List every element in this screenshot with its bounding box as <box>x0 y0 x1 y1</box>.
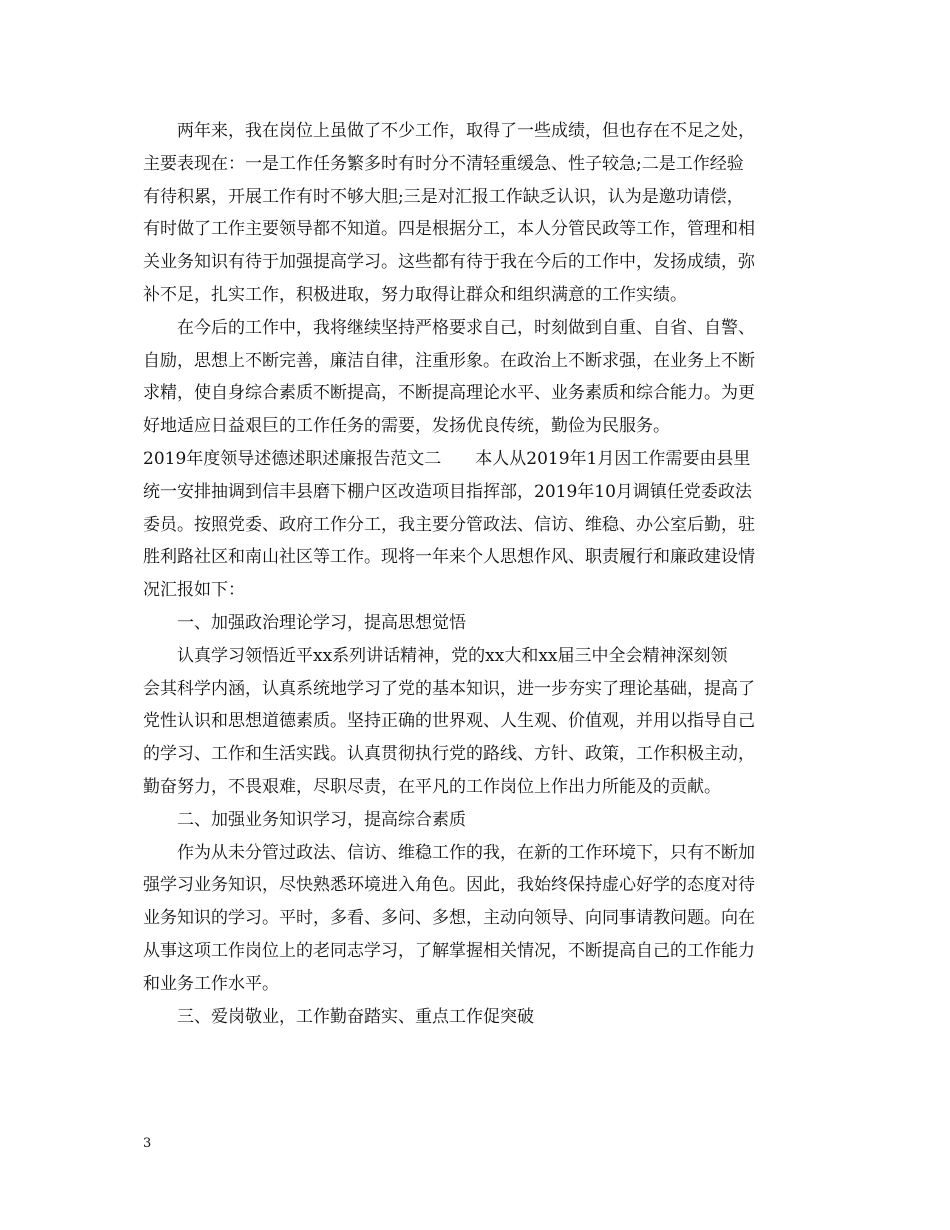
page-number: 3 <box>143 1136 152 1151</box>
paragraph-line: 勤奋努力，不畏艰难，尽职尽责，在平凡的工作岗位上作出力所能及的贡献。 <box>143 776 721 797</box>
paragraph-line: 认真学习领悟近平xx系列讲话精神，党的xx大和xx届三中全会精神深刻领 <box>177 645 728 666</box>
section-heading: 一、加强政治理论学习，提高思想觉悟 <box>177 612 466 633</box>
paragraph-line: 求精，使自身综合素质不断提高，不断提高理论水平、业务素质和综合能力。为更 <box>143 383 755 404</box>
paragraph-line: 和业务工作水平。 <box>143 973 279 994</box>
paragraph-line: 党性认识和思想道德素质。坚持正确的世界观、人生观、价值观，并用以指导自己 <box>143 711 755 732</box>
paragraph-line: 胜利路社区和南山社区等工作。现将一年来个人思想作风、职责履行和廉政建设情 <box>143 547 755 568</box>
section-heading: 三、爱岗敬业，工作勤奋踏实、重点工作促突破 <box>177 1006 534 1027</box>
paragraph-line: 自励，思想上不断完善，廉洁自律，注重形象。在政治上不断求强，在业务上不断 <box>143 350 755 371</box>
paragraph-line: 好地适应日益艰巨的工作任务的需要，发扬优良传统，勤俭为民服务。 <box>143 416 670 437</box>
document-body <box>143 115 805 1033</box>
paragraph-line: 统一安排抽调到信丰县磨下棚户区改造项目指挥部，2019年10月调镇任党委政法 <box>143 481 752 502</box>
paragraph-line: 从事这项工作岗位上的老同志学习，了解掌握相关情况，不断提高自己的工作能力 <box>143 940 755 961</box>
paragraph-line: 况汇报如下： <box>143 580 245 601</box>
paragraph-line: 的学习、工作和生活实践。认真贯彻执行党的路线、方针、政策，工作积极主动， <box>143 744 755 765</box>
paragraph-line: 两年来，我在岗位上虽做了不少工作，取得了一些成绩，但也存在不足之处， <box>177 121 755 141</box>
paragraph-line: 有待积累，开展工作有时不够大胆;三是对汇报工作缺乏认识，认为是邀功请偿， <box>143 186 744 207</box>
paragraph-line: 2019年度领导述德述职述廉报告范文二 本人从2019年1月因工作需要由县里 <box>143 448 751 469</box>
paragraph-line: 有时做了工作主要领导都不知道。四是根据分工，本人分管民政等工作，管理和相 <box>143 219 755 240</box>
paragraph-line: 补不足，扎实工作，积极进取，努力取得让群众和组织满意的工作实绩。 <box>143 284 687 305</box>
paragraph-line: 委员。按照党委、政府工作分工，我主要分管政法、信访、维稳、办公室后勤，驻 <box>143 514 755 535</box>
paragraph-line: 在今后的工作中，我将继续坚持严格要求自己，时刻做到自重、自省、自警、 <box>177 317 755 338</box>
paragraph-line: 关业务知识有待于加强提高学习。这些都有待于我在今后的工作中，发扬成绩，弥 <box>143 252 755 273</box>
paragraph-line: 会其科学内涵，认真系统地学习了党的基本知识，进一步夯实了理论基础，提高了 <box>143 678 755 699</box>
paragraph-line: 主要表现在：一是工作任务繁多时有时分不清轻重缓急、性子较急;二是工作经验 <box>143 153 744 174</box>
section-heading: 二、加强业务知识学习，提高综合素质 <box>177 809 466 830</box>
paragraph-line: 强学习业务知识，尽快熟悉环境进入角色。因此，我始终保持虚心好学的态度对待 <box>143 875 755 896</box>
paragraph-line: 作为从未分管过政法、信访、维稳工作的我，在新的工作环境下，只有不断加 <box>177 842 755 863</box>
paragraph-line: 业务知识的学习。平时，多看、多问、多想，主动向领导、向同事请教问题。向在 <box>143 908 755 929</box>
